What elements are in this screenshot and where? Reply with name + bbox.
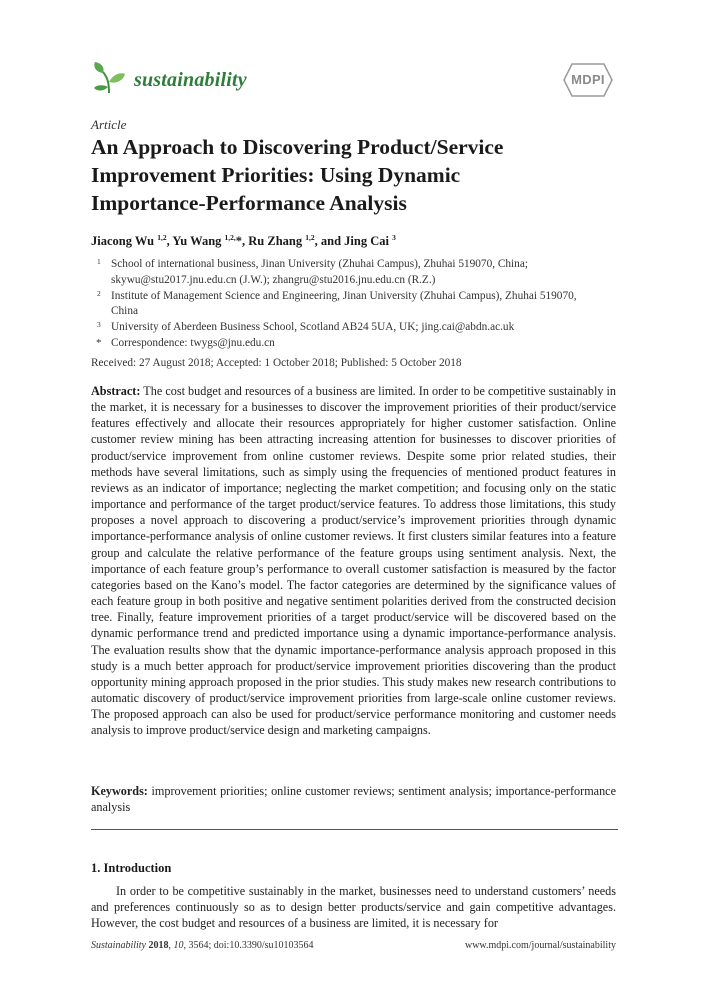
mdpi-logo-text: MDPI — [571, 72, 605, 87]
affiliation-mark: 3 — [97, 320, 101, 330]
author-affiliation-mark: 1,2 — [305, 233, 315, 242]
author-affiliation-mark: 1,2, — [224, 233, 236, 242]
affiliation-item — [91, 257, 611, 289]
title-line: An Approach to Discovering Product/Service — [91, 135, 504, 159]
author-separator: *, — [235, 234, 249, 249]
affiliation-line: skywu@stu2017.jnu.edu.cn (J.W.); zhangru@stu2016.jnu.edu.cn (R.Z.) — [111, 273, 436, 286]
abstract-label: Abstract: — [91, 384, 141, 398]
correspondence — [91, 336, 611, 352]
affiliation-line: China — [111, 305, 138, 318]
author-list — [91, 233, 396, 249]
keywords-text: improvement priorities; online customer reviews; sentiment analysis; importance-performance analysis — [91, 784, 616, 815]
footer-url[interactable]: www.mdpi.com/journal/sustainability — [464, 940, 616, 951]
mdpi-logo — [563, 63, 613, 97]
affiliation-line: School of international business, Jinan University (Zhuhai Campus), Zhuhai 519070, China; — [111, 258, 528, 270]
author-affiliation-mark: 3 — [392, 233, 396, 242]
affiliation-mark: 1 — [97, 257, 101, 266]
affiliation-line: Institute of Management Science and Engineering, Jinan University (Zhuhai Campus), Zhuhai 519070, — [111, 289, 577, 302]
affiliation-line: University of Aberdeen Business School, Scotland AB24 5UA, UK; jing.cai@abdn.ac.uk — [111, 321, 515, 334]
affiliation-item — [91, 320, 611, 336]
article-type: Article — [91, 117, 127, 132]
author-name: Jing Cai — [344, 234, 389, 249]
correspondence-line: Correspondence: twygs@jnu.edu.cn — [111, 336, 275, 349]
journal-name: sustainability — [134, 69, 247, 91]
author-separator: , — [166, 234, 173, 249]
article-title — [91, 133, 611, 217]
affiliations — [91, 257, 611, 352]
intro-paragraph: In order to be competitive sustainably in the market, businesses need to understand customers’ needs and preferences continuously so as to design better products/service and gain competitive advantages. However, the cost budget and resources of a business are limited, it is necessary for — [91, 884, 616, 931]
journal-leaf-logo — [91, 60, 127, 96]
author-name: Jiacong Wu — [91, 234, 155, 249]
footer-volume: 10 — [173, 940, 184, 951]
author-name: Yu Wang — [172, 234, 222, 249]
keywords — [91, 783, 616, 815]
affiliation-mark: 2 — [97, 288, 101, 298]
author-separator: , and — [314, 234, 345, 249]
abstract-text: The cost budget and resources of a business are limited. In order to be competitive sustainably in the market, it is necessary for a businesses to discover the improvement priorities of their product/service features effectively and allocate their resources appropriately for higher customer satisfaction. Online customer review mining has been attracting increasing attention for businesses to discover priorities of product/service improvement from online customer reviews. Despite some prior related studies, their methods have several limitations, such as simply using the frequencies of mentioned product features in reviews as an indicator of importance; neglecting the market competition; and focusing only on the static importance and performance of the target product/service features. To address those limitations, this study proposes a novel approach to discovering a product/service’s improvement priorities through dynamic importance-performance analysis of online customer reviews. It first clusters similar features into a feature group and calculate the relative performance of the feature groups using sentiment analysis. Next, the importance of each feature group’s performance to overall customer satisfaction is measured by the factor categories based on the Kano’s model. The factor categories are determined by the significance values of each feature group in both positive and negative sentiment polarities derived from the constructed decision tree. Finally, feature improvement priorities of a target product/service will be discovered based on the dynamic performance trend and predicted importance using a dynamic importance-performance analysis. The evaluation results show that the dynamic importance-performance analysis approach proposed in this study is a much better approach for product/service improvement priorities discovering than the product opportunity mining approach proposed in the prior studies. This study makes new research contributions to automatic discovery of product/service improvement priorities from large-scale online customer reviews. The proposed approach can also be used for product/service performance monitoring and customer needs analysis to improve product/service design and marketing campaigns. — [91, 384, 617, 738]
title-line: Improvement Priorities: Using Dynamic — [91, 163, 461, 187]
footer-citation: Sustainability 2018, 10, 3564; doi:10.3390/su10103564 — [91, 940, 314, 951]
keywords-label: Keywords: — [91, 784, 148, 798]
footer-year: 2018 — [148, 940, 169, 951]
title-line: Importance-Performance Analysis — [91, 191, 407, 215]
section-divider — [91, 829, 618, 830]
affiliation-item — [91, 289, 611, 321]
abstract — [91, 383, 616, 738]
author-name: Ru Zhang — [248, 234, 303, 249]
footer-doi: , 3564; doi:10.3390/su10103564 — [183, 940, 314, 951]
footer-journal: Sustainability — [91, 940, 146, 951]
author-affiliation-mark: 1,2 — [157, 233, 167, 242]
section-heading: 1. Introduction — [91, 861, 172, 875]
correspondence-mark: * — [96, 336, 102, 349]
publication-dates: Received: 27 August 2018; Accepted: 1 October 2018; Published: 5 October 2018 — [91, 357, 462, 369]
